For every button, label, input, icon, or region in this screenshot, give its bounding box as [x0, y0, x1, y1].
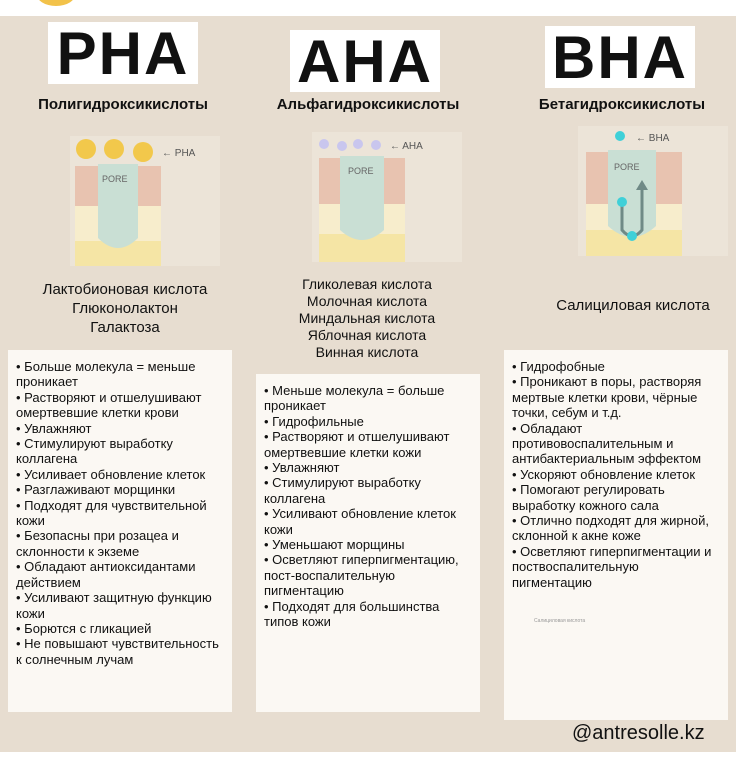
property-item: • Осветляют гиперпигментации и поствоспалительную пигментацию [512, 543, 712, 590]
properties-panel-aha [256, 374, 480, 712]
property-item: • Усиливают обновление клеток кожи [264, 506, 456, 537]
acid-name: Молочная кислота [306, 293, 428, 309]
property-item: • Безопасны при розацеа и склонности к экземе [16, 528, 179, 559]
title-pha-text: PHA [56, 20, 190, 87]
property-item: • Гидрофобные [512, 359, 605, 374]
acid-name: Глюконолактон [72, 300, 178, 317]
aha-molecule-dot [319, 139, 329, 149]
acid-name: Винная кислота [315, 344, 419, 360]
property-item: • Меньше молекула = больше проникает [264, 383, 445, 414]
property-item: • Стимулируют выработку коллагена [16, 436, 173, 467]
acids-bha [530, 296, 736, 315]
property-item: • Проникают в поры, растворяя мертвые клетки крови, чёрные точки, себум и т.д. [512, 374, 702, 421]
bha-pore-label: PORE [614, 162, 640, 172]
title-aha-text: AHA [297, 28, 433, 95]
property-item: • Разглаживают морщинки [16, 482, 176, 498]
pha-molecule-dot [76, 139, 96, 159]
title-aha [290, 28, 440, 95]
property-item: • Растворяют и отшелушивают омертвевшие клетки крови [16, 389, 202, 421]
pha-arrow-label: ← PHA [162, 148, 196, 159]
acids-aha [262, 276, 472, 361]
subtitle-aha: Альфагидроксикислоты [276, 96, 460, 113]
pha-pore-label: PORE [102, 174, 128, 184]
bottom-strip [0, 752, 736, 762]
top-strip [0, 0, 736, 16]
aha-pore-label: PORE [348, 166, 374, 176]
property-item: • Обладают антиоксидантами действием [16, 559, 196, 590]
acid-name: Гликолевая кислота [302, 276, 432, 292]
footer-handle: @antresolle.kz [572, 722, 705, 744]
diagram-bha [578, 126, 728, 256]
properties-panel-bha [504, 350, 728, 720]
property-item: • Отлично подходят для жирной, склонной к акне коже [512, 513, 709, 544]
title-pha [48, 20, 198, 87]
pha-molecule-dot [104, 139, 124, 159]
bha-arrow-label: ← BHA [636, 133, 670, 144]
property-item: • Больше молекула = меньше проникает [16, 359, 196, 390]
acid-name: Миндальная кислота [298, 310, 436, 326]
property-item: • Подходят для чувствительной кожи [16, 497, 207, 529]
aha-molecule-dot [337, 141, 347, 151]
property-item: • Помогают регулировать выработку кожного сала [512, 482, 665, 513]
bha-molecule-dot [617, 197, 627, 207]
aha-molecule-dot [353, 139, 363, 149]
property-item: • Борются с гликацией [16, 620, 152, 636]
property-item: • Не повышают чувствительность к солнечным лучам [16, 636, 219, 667]
title-bha-text: BHA [552, 24, 688, 91]
aha-molecule-dot [371, 140, 381, 150]
acid-name: Яблочная кислота [307, 327, 427, 343]
subtitle-pha: Полигидроксикислоты [38, 96, 208, 113]
title-bha [545, 24, 695, 91]
bha-molecule-dot [615, 131, 625, 141]
property-item: • Осветляют гиперпигментацию, пост-воспалительную пигментацию [264, 552, 459, 599]
acid-name: Галактоза [90, 319, 160, 336]
acid-name: Лактобионовая кислота [42, 281, 208, 298]
pha-molecule-dot [133, 142, 153, 162]
bha-molecule-dot [627, 231, 637, 241]
property-item: • Подходят для большинства типов кожи [264, 598, 440, 630]
property-item: • Увлажняют [16, 420, 92, 436]
property-item: • Усиливают защитную функцию кожи [16, 590, 212, 621]
diagram-pha [70, 136, 220, 266]
properties-panel-pha [8, 350, 232, 712]
subtitle-bha: Бетагидроксикислоты [538, 96, 706, 113]
acid-name: Салициловая кислота [556, 297, 710, 314]
property-item: • Ускоряют обновление клеток [512, 466, 696, 482]
acids-pha [10, 280, 240, 337]
property-item: • Растворяют и отшелушивают омертвевшие клетки кожи [264, 429, 450, 460]
property-item: • Увлажняют [264, 460, 340, 476]
aha-arrow-label: ← AHA [390, 141, 423, 152]
diagram-aha [312, 132, 462, 262]
property-item: • Гидрофильные [264, 413, 364, 429]
property-item: • Усиливает обновление клеток [16, 466, 206, 482]
tiny-note: Салициловая кислота [534, 618, 586, 624]
logo-fragment [36, 0, 76, 6]
property-item: • Стимулируют выработку коллагена [264, 475, 421, 506]
property-item: • Уменьшают морщины [264, 537, 405, 553]
property-item: • Обладают противовоспалительным и антибактериальным эффектом [512, 420, 702, 467]
